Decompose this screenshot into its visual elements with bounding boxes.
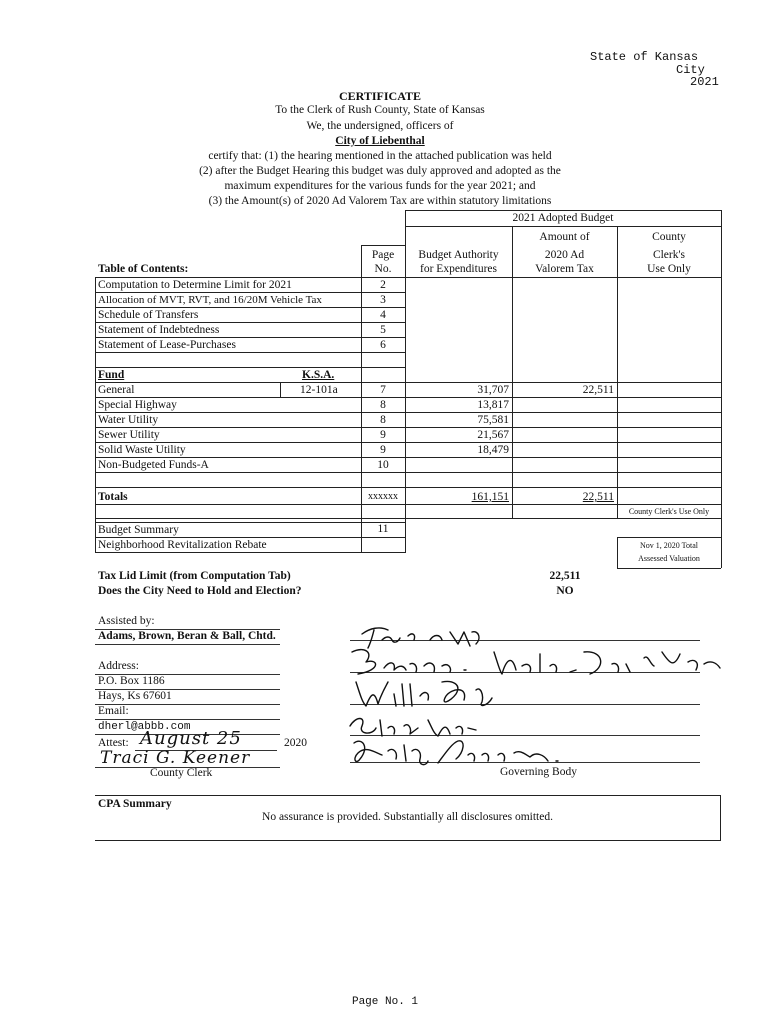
address-line-1: P.O. Box 1186	[98, 675, 165, 687]
we-line: We, the undersigned, officers of	[306, 120, 454, 132]
city-header: City	[676, 63, 705, 77]
assisted-by-label: Assisted by:	[98, 615, 155, 627]
signature-3	[352, 676, 522, 712]
fund-row-name: Sewer Utility	[98, 429, 160, 441]
toc-row-page: 3	[380, 294, 386, 306]
toc-row: Allocation of MVT, RVT, and 16/20M Vehicle Tax	[98, 294, 322, 306]
col-amount-header-3: Valorem Tax	[535, 263, 594, 275]
election-label: Does the City Need to Hold and Election?	[98, 585, 302, 597]
fund-row-budget: 13,817	[477, 399, 509, 411]
certify-line-4: (3) the Amount(s) of 2020 Ad Valorem Tax are within statutory limitations	[208, 195, 552, 207]
certify-line-2: (2) after the Budget Hearing this budget was duly approved and adopted as the	[199, 165, 561, 177]
totals-tax: 22,511	[582, 491, 614, 503]
fund-row-tax: 22,511	[582, 384, 614, 396]
email-value: dherl@abbb.com	[98, 721, 191, 733]
email-label: Email:	[98, 705, 129, 717]
toc-row: Schedule of Transfers	[98, 309, 199, 321]
toc-row-page: 4	[380, 309, 386, 321]
certify-line-3: maximum expenditures for the various funds for the year 2021; and	[224, 180, 536, 192]
fund-row-budget: 75,581	[477, 414, 509, 426]
toc-row-page: 6	[380, 339, 386, 351]
totals-label: Totals	[98, 491, 128, 503]
fund-row-budget: 31,707	[477, 384, 509, 396]
cpa-summary-text: No assurance is provided. Substantially all disclosures omitted.	[262, 811, 553, 823]
fund-row-page: 9	[380, 429, 386, 441]
address-label: Address:	[98, 660, 139, 672]
cpa-summary-label: CPA Summary	[98, 798, 172, 810]
county-clerk-label: County Clerk	[150, 767, 213, 779]
fund-row-page: 8	[380, 414, 386, 426]
fund-row-ksa: 12-101a	[300, 384, 338, 396]
city-name: City of Liebenthal	[335, 135, 425, 147]
col-budget-header-2: for Expenditures	[420, 263, 497, 275]
budget-summary-label: Budget Summary	[98, 524, 179, 536]
fund-row-name: General	[98, 384, 135, 396]
signature-5	[348, 733, 568, 773]
page-number: Page No. 1	[351, 996, 418, 1008]
fund-row-page: 10	[377, 459, 389, 471]
attest-date: August 25	[140, 728, 242, 749]
fund-row-name: Solid Waste Utility	[98, 444, 186, 456]
col-page-header: Page	[371, 249, 395, 261]
col-amount-header-2: 2020 Ad	[544, 249, 585, 261]
fund-row-page: 8	[380, 399, 386, 411]
tax-lid-value: 22,511	[549, 570, 581, 582]
col-amount-header: Amount of	[539, 231, 590, 243]
clerk-signature: Traci G. Keener	[100, 748, 251, 768]
governing-body-label: Governing Body	[500, 766, 577, 778]
attest-year: 2020	[284, 737, 307, 749]
state-header: State of Kansas	[590, 50, 699, 64]
totals-page: xxxxxx	[368, 491, 398, 502]
toc-row-page: 5	[380, 324, 386, 336]
col-county-header: County	[652, 231, 686, 243]
year-header: 2021	[690, 75, 719, 89]
col-county-header-2: Clerk's	[652, 249, 686, 261]
col-county-header-3: Use Only	[647, 263, 691, 275]
fund-row-budget: 18,479	[477, 444, 509, 456]
toc-label: Table of Contents:	[98, 263, 189, 275]
toc-row: Computation to Determine Limit for 2021	[98, 279, 292, 291]
election-value: NO	[556, 585, 574, 597]
attest-label: Attest:	[98, 737, 129, 749]
toc-row: Statement of Lease-Purchases	[98, 339, 236, 351]
county-use-only-label: County Clerk's Use Only	[628, 507, 710, 516]
firm-name: Adams, Brown, Beran & Ball, Chtd.	[98, 630, 276, 642]
fund-row-page: 7	[380, 384, 386, 396]
cpa-summary-box	[95, 795, 721, 841]
fund-row-name: Special Highway	[98, 399, 177, 411]
assessed-valuation-label-2: Assessed Valuation	[638, 554, 700, 563]
totals-budget: 161,151	[471, 491, 509, 503]
col-budget-header: Budget Authority	[418, 249, 499, 261]
fund-row-name: Non-Budgeted Funds-A	[98, 459, 209, 471]
ksa-header: K.S.A.	[302, 369, 335, 381]
certificate-title: CERTIFICATE	[338, 89, 422, 103]
fund-row-page: 9	[380, 444, 386, 456]
to-clerk-line: To the Clerk of Rush County, State of Kansas	[275, 104, 485, 116]
budget-summary-page: 11	[377, 523, 389, 535]
address-line-2: Hays, Ks 67601	[98, 690, 172, 702]
toc-row: Statement of Indebtedness	[98, 324, 220, 336]
fund-row-budget: 21,567	[477, 429, 509, 441]
col-page-header-2: No.	[374, 263, 392, 275]
toc-row-page: 2	[380, 279, 386, 291]
tax-lid-label: Tax Lid Limit (from Computation Tab)	[98, 570, 291, 582]
nrr-label: Neighborhood Revitalization Rebate	[98, 539, 267, 551]
certify-line-1: certify that: (1) the hearing mentioned in the attached publication was held	[208, 150, 552, 162]
assessed-valuation-label: Nov 1, 2020 Total	[640, 541, 698, 550]
adopted-budget-header: 2021 Adopted Budget	[512, 212, 614, 224]
fund-row-name: Water Utility	[98, 414, 159, 426]
fund-header: Fund	[98, 369, 125, 381]
